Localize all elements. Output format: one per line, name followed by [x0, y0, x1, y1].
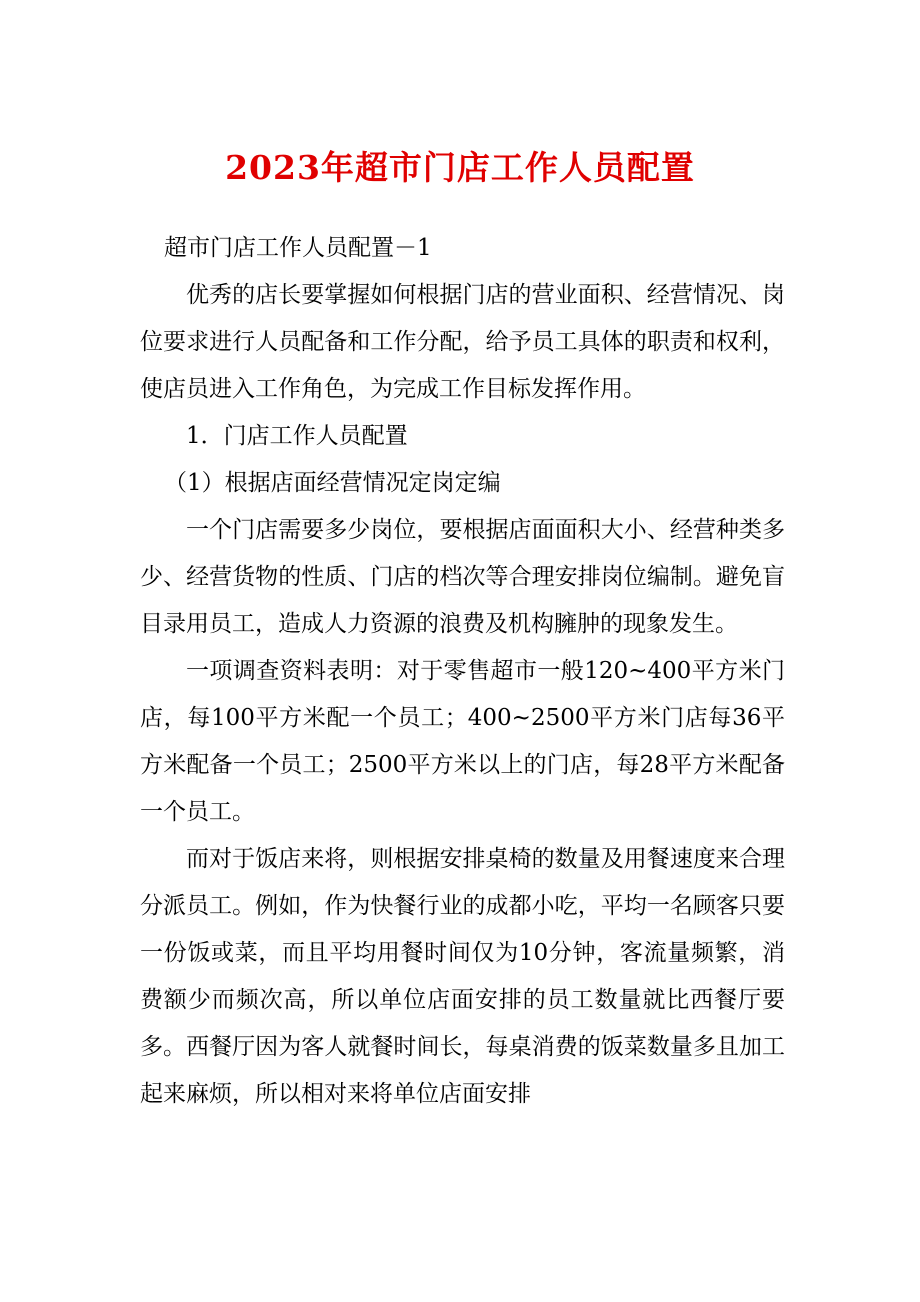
numbered-heading: 1．门店工作人员配置	[186, 423, 408, 449]
paragraph: 一项调查资料表明：对于零售超市一般120~400平方米门店，每100平方米配一个员工；400~2500平方米门店每36平方米配备一个员工；2500平方米以上的门店，每28平方米配备一个员工。	[140, 658, 785, 825]
section-heading: 超市门店工作人员配置－1	[164, 235, 432, 261]
document-body	[140, 225, 785, 1118]
paragraph: 一个门店需要多少岗位，要根据店面面积大小、经营种类多少、经营货物的性质、门店的档次等合理安排岗位编制。避免盲目录用员工，造成人力资源的浪费及机构臃肿的现象发生。	[140, 517, 785, 637]
paragraph: 优秀的店长要掌握如何根据门店的营业面积、经营情况、岗位要求进行人员配备和工作分配，给予员工具体的职责和权利，使店员进入工作角色，为完成工作目标发挥作用。	[140, 282, 785, 402]
sub-heading: （1）根据店面经营情况定岗定编	[164, 470, 501, 496]
document-title: 2023年超市门店工作人员配置	[225, 148, 695, 187]
paragraph: 而对于饭店来将，则根据安排桌椅的数量及用餐速度来合理分派员工。例如，作为快餐行业的成都小吃，平均一名顾客只要一份饭或菜，而且平均用餐时间仅为10分钟，客流量频繁，消费额少而频次高，所以单位店面安排的员工数量就比西餐厅要多。西餐厅因为客人就餐时间长，每桌消费的饭菜数量多且加工起来麻烦，所以相对来将单位店面安排	[140, 846, 785, 1107]
